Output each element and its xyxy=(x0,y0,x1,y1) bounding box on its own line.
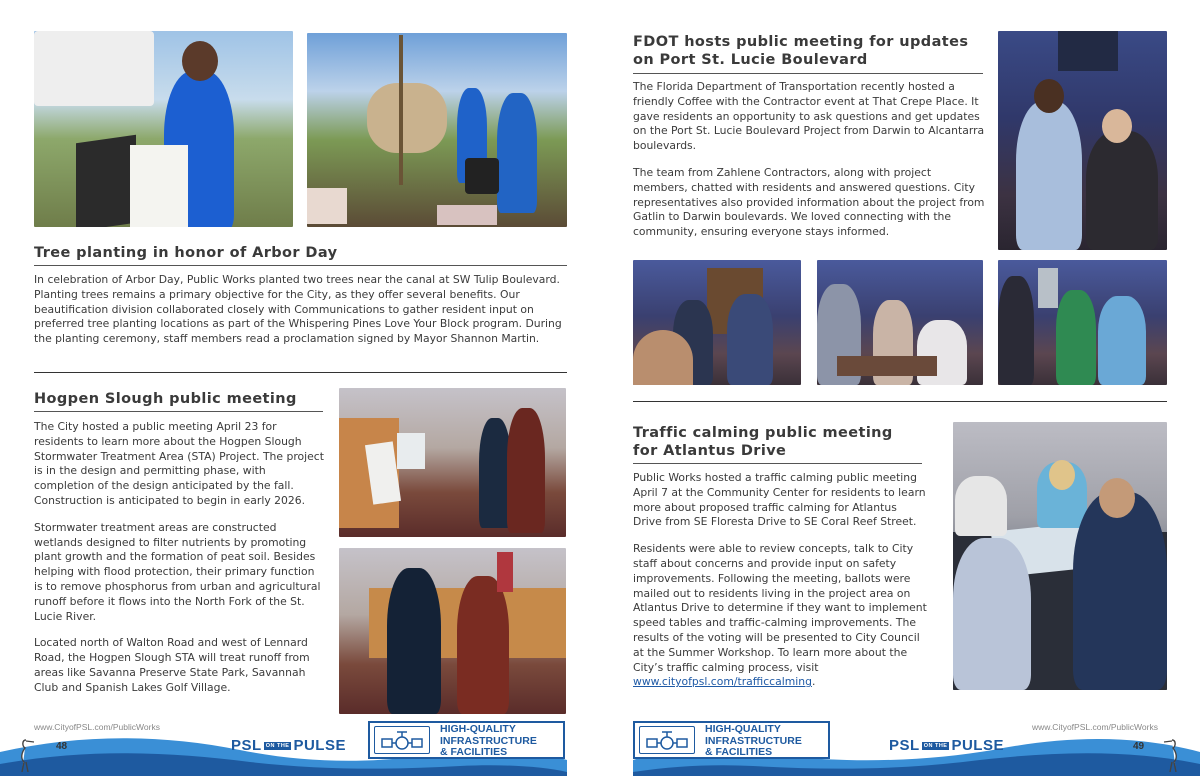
fdot-paragraph-1: The Florida Department of Transportation recently hosted a friendly Coffee with the Contractor event at That Crepe Place. It gave residents an opportunity to ask questions and get updates on the Port St. Lucie Boulevard Project from Darwin to Alcantarra boulevards. xyxy=(633,80,985,153)
fdot-meeting-photo-1 xyxy=(633,260,801,385)
on-the-text: ON THE xyxy=(923,743,948,750)
heron-icon xyxy=(1162,738,1184,772)
infrastructure-badge-right xyxy=(633,721,830,759)
traffic-heading: Traffic calming public meeting for Atlantus Drive xyxy=(633,425,893,459)
pulse-text: PULSE xyxy=(951,737,1004,754)
traffic-paragraph-2-end: . xyxy=(811,675,816,689)
badge-line-3: & FACILITIES xyxy=(440,746,508,758)
fdot-meeting-photo-2 xyxy=(817,260,983,385)
badge-label xyxy=(440,724,537,759)
footer-url-left: www.CityofPSL.com/PublicWorks xyxy=(34,722,160,732)
valve-pipe-icon xyxy=(374,726,430,754)
traffic-meeting-photo xyxy=(953,422,1167,690)
psl-text: PSL xyxy=(889,737,920,754)
fdot-heading: FDOT hosts public meeting for updates on Port St. Lucie Boulevard xyxy=(633,34,969,68)
psl-on-the-pulse-logo-right xyxy=(889,737,1004,754)
pulse-text: PULSE xyxy=(293,737,346,754)
arbor-day-heading: Tree planting in honor of Arbor Day xyxy=(34,245,338,261)
badge-line-1: HIGH-QUALITY xyxy=(705,723,781,735)
badge-line-3: & FACILITIES xyxy=(705,746,773,758)
badge-line-1: HIGH-QUALITY xyxy=(440,723,516,735)
traffic-calming-link[interactable]: www.cityofpsl.com/trafficcalming xyxy=(633,675,812,689)
hogpen-body xyxy=(34,420,324,708)
arbor-day-paragraph: In celebration of Arbor Day, Public Works planted two trees near the canal at SW Tulip Boulevard. Planting trees remains a primary objective for the City, as they offer several benefits. Our beautification division collaborated closely with Communications to gather resident input on preferred tree planting locations as part of the Whispering Pines Love Your Block program. During the planting ceremony, staff members read a proclamation signed by Mayor Shannon Martin. xyxy=(34,273,562,346)
psl-on-the-pulse-logo-left xyxy=(231,737,346,754)
traffic-heading-rule xyxy=(633,463,922,464)
arbor-day-planting-photo xyxy=(307,33,567,227)
psl-text: PSL xyxy=(231,737,262,754)
hogpen-heading-rule xyxy=(34,411,323,412)
arbor-day-body xyxy=(34,273,570,359)
hogpen-meeting-photo-1 xyxy=(339,388,566,537)
fdot-meeting-photo-3 xyxy=(998,260,1167,385)
fdot-paragraph-2: The team from Zahlene Contractors, along with project members, chatted with residents and answered questions. City representatives also provided information about the project from Gatlin to Darwin boulevards. We loved connecting with the community, ensuring everyone stays informed. xyxy=(633,165,985,239)
page-number-right: 49 xyxy=(1133,741,1145,752)
heron-icon xyxy=(14,738,36,772)
traffic-paragraph-2-text: Residents were able to review concepts, talk to City staff about concerns and provide input on safety improvements. Following the meeting, ballots were mailed out to residents living in the project area on Atlantus Drive to determine if they want to implement speed tables and traffic-calming improvements. The results of the voting will be presented to City Council at the Summer Workshop. To learn more about the City’s traffic calming process, visit xyxy=(633,542,927,674)
section-divider-right xyxy=(633,401,1167,402)
section-divider-left xyxy=(34,372,567,373)
traffic-body xyxy=(633,471,929,702)
hogpen-heading: Hogpen Slough public meeting xyxy=(34,391,297,407)
fdot-heading-rule xyxy=(633,73,983,74)
hogpen-meeting-photo-2 xyxy=(339,548,566,714)
traffic-paragraph-1: Public Works hosted a traffic calming public meeting April 7 at the Community Center for residents to learn more about proposed traffic calming for Atlantus Drive from SE Floresta Drive to SE Coral Reef Street. xyxy=(633,471,926,529)
infrastructure-badge-left xyxy=(368,721,565,759)
footer-url-right: www.CityofPSL.com/PublicWorks xyxy=(1032,722,1158,732)
hogpen-paragraph-3: Located north of Walton Road and west of Lennard Road, the Hogpen Slough STA will treat runoff from areas like Savanna Preserve State Park, Savannah Club and Spanish Lakes Golf Village. xyxy=(34,636,310,694)
badge-line-2: INFRASTRUCTURE xyxy=(705,734,802,747)
hogpen-paragraph-1: The City hosted a public meeting April 23 for residents to learn more about the Hogpen Slough Stormwater Treatment Area (STA) Project. The project is in the design and permitting phase, with completion of the design anticipated by the fall. Construction is anticipated to begin in early 2026. xyxy=(34,420,324,507)
fdot-staff-photo xyxy=(998,31,1167,250)
fdot-body xyxy=(633,80,985,252)
page-number-left: 48 xyxy=(56,741,68,752)
traffic-paragraph-2 xyxy=(633,542,929,690)
hogpen-paragraph-2: Stormwater treatment areas are constructed wetlands designed to filter nutrients by promoting plant growth and the formation of peat soil. Besides helping with flood protection, their primary function is to remove phosphorus from urban and agricultural runoff before it flows into the North Fork of the St. Lucie River. xyxy=(34,520,321,623)
badge-label xyxy=(705,724,802,759)
valve-pipe-icon xyxy=(639,726,695,754)
arbor-day-heading-rule xyxy=(34,265,567,266)
arbor-day-proclamation-photo xyxy=(34,31,293,227)
badge-line-2: INFRASTRUCTURE xyxy=(440,734,537,747)
on-the-text: ON THE xyxy=(265,743,290,750)
